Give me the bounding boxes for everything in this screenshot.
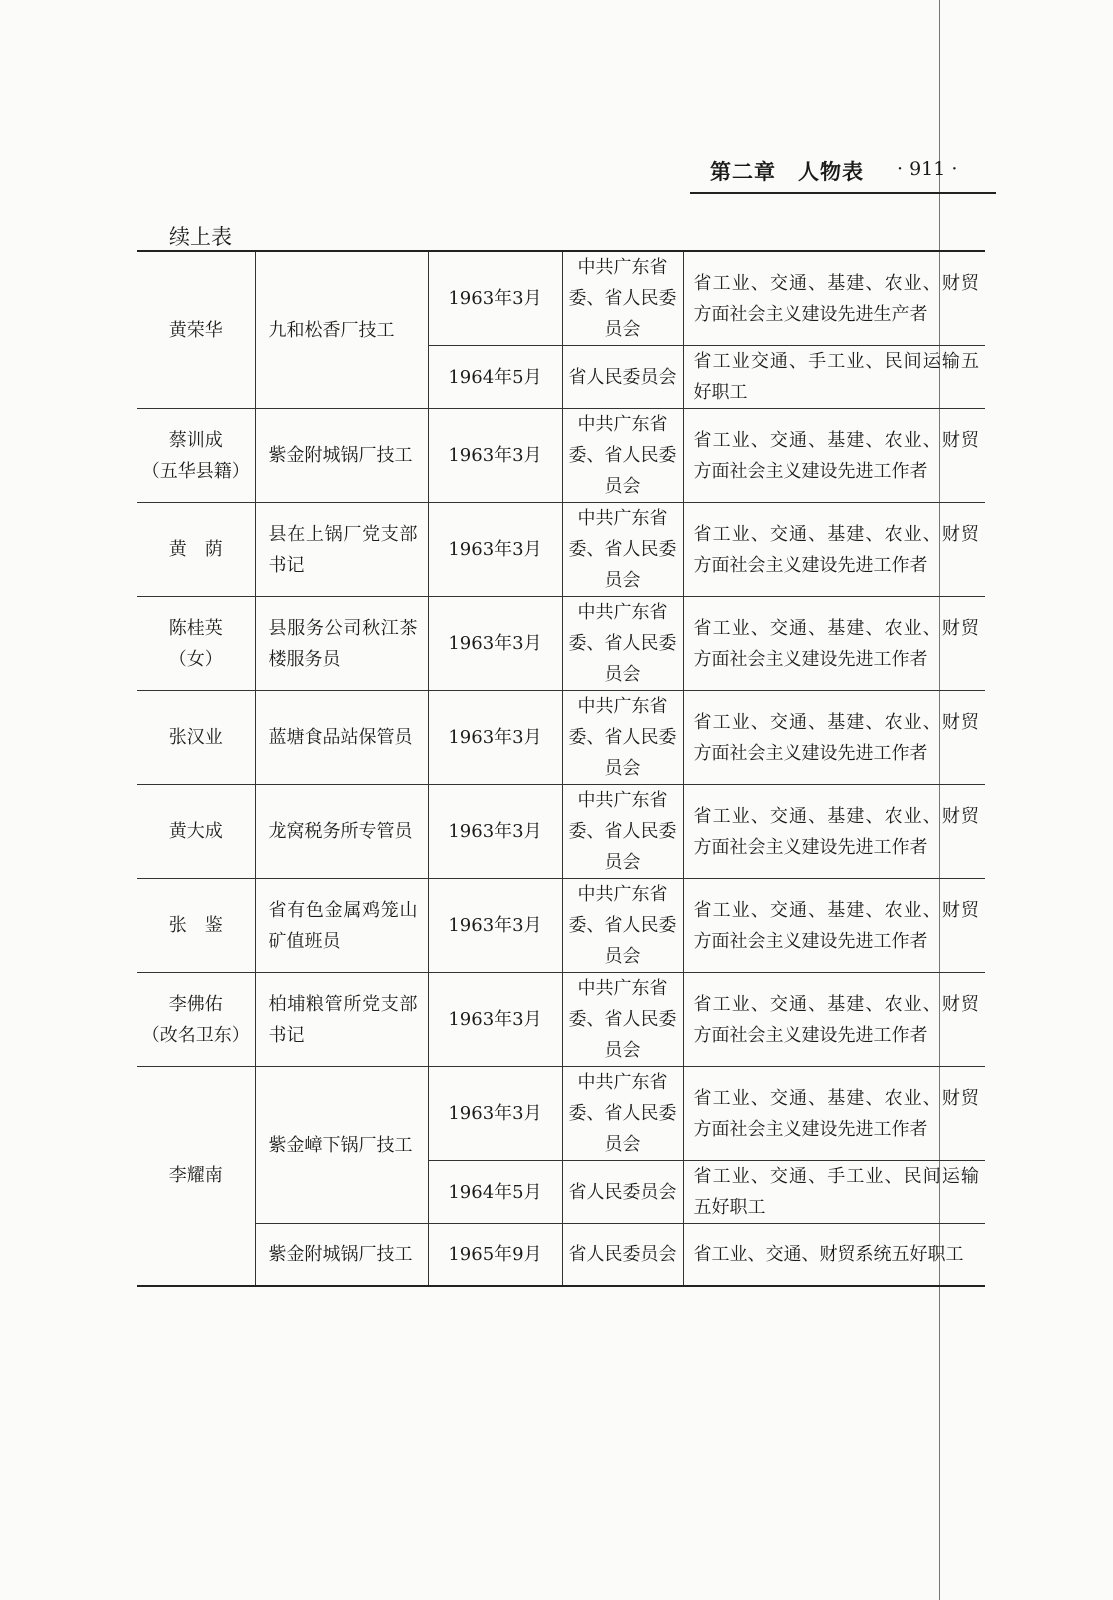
award-org-cell: 省人民委员会 [562, 1161, 683, 1224]
award-date-cell: 1963年3月 [428, 1067, 562, 1161]
award-date-cell: 1964年5月 [428, 1161, 562, 1224]
award-date-cell: 1963年3月 [428, 973, 562, 1067]
continued-label: 续上表 [169, 225, 232, 249]
person-name-cell [137, 1067, 255, 1286]
person-name: 张 鉴 [168, 915, 223, 936]
unit-cell: 蓝塘食品站保管员 [255, 691, 428, 785]
award-org-cell: 中共广东省委、省人民委员会 [562, 1067, 683, 1161]
award-title-cell: 省工业、交通、财贸系统五好职工 [683, 1224, 985, 1286]
person-name: 黄 荫 [168, 539, 223, 560]
award-org-cell: 省人民委员会 [562, 1224, 683, 1286]
person-name-cell [137, 503, 255, 597]
person-name-cell [137, 691, 255, 785]
award-org-cell: 中共广东省委、省人民委员会 [562, 785, 683, 879]
person-name: 黄荣华 [168, 319, 223, 341]
person-name-cell [137, 785, 255, 879]
person-name-note: （五华县籍） [141, 460, 250, 482]
award-title-cell: 省工业、交通、基建、农业、财贸方面社会主义建设先进工作者 [683, 879, 985, 973]
award-title-cell: 省工业、交通、手工业、民间运输五好职工 [683, 1161, 985, 1224]
award-org-cell: 省人民委员会 [562, 346, 683, 409]
award-org-cell: 中共广东省委、省人民委员会 [562, 879, 683, 973]
table-row [137, 879, 985, 973]
person-name-cell [137, 597, 255, 691]
award-date-cell: 1963年3月 [428, 597, 562, 691]
table-row [137, 251, 985, 346]
award-date-cell: 1963年3月 [428, 409, 562, 503]
award-title-cell: 省工业、交通、基建、农业、财贸方面社会主义建设先进工作者 [683, 597, 985, 691]
person-name-cell [137, 973, 255, 1067]
unit-cell: 紫金嶂下锅厂技工 [255, 1067, 428, 1224]
unit-cell: 县服务公司秋江茶楼服务员 [255, 597, 428, 691]
award-title-cell: 省工业、交通、基建、农业、财贸方面社会主义建设先进工作者 [683, 1067, 985, 1161]
unit-cell: 柏埔粮管所党支部书记 [255, 973, 428, 1067]
table-row [137, 1067, 985, 1161]
award-date-cell: 1963年3月 [428, 785, 562, 879]
award-org-cell: 中共广东省委、省人民委员会 [562, 503, 683, 597]
person-name-note: （女） [168, 648, 223, 670]
unit-cell: 紫金附城锅厂技工 [255, 1224, 428, 1286]
person-name: 李佛佑 [168, 993, 223, 1015]
award-org-cell: 中共广东省委、省人民委员会 [562, 597, 683, 691]
unit-cell: 九和松香厂技工 [255, 251, 428, 409]
table-row [137, 409, 985, 503]
award-date-cell: 1963年3月 [428, 691, 562, 785]
award-title-cell: 省工业、交通、基建、农业、财贸方面社会主义建设先进工作者 [683, 409, 985, 503]
award-title-cell: 省工业、交通、基建、农业、财贸方面社会主义建设先进工作者 [683, 785, 985, 879]
table-row [137, 1224, 985, 1286]
person-name: 李耀南 [168, 1165, 223, 1187]
table-row [137, 503, 985, 597]
award-title-cell: 省工业、交通、基建、农业、财贸方面社会主义建设先进生产者 [683, 251, 985, 346]
chapter-title: 第二章 人物表 [710, 160, 864, 184]
person-name: 陈桂英 [168, 617, 223, 639]
award-date-cell: 1963年3月 [428, 879, 562, 973]
award-title-cell: 省工业、交通、基建、农业、财贸方面社会主义建设先进工作者 [683, 503, 985, 597]
table-row [137, 973, 985, 1067]
award-title-cell: 省工业、交通、基建、农业、财贸方面社会主义建设先进工作者 [683, 691, 985, 785]
running-header [690, 148, 996, 194]
person-name: 蔡训成 [168, 429, 223, 451]
table-row [137, 691, 985, 785]
unit-cell: 省有色金属鸡笼山矿值班员 [255, 879, 428, 973]
unit-cell: 龙窝税务所专管员 [255, 785, 428, 879]
unit-cell: 县在上锅厂党支部书记 [255, 503, 428, 597]
award-title-cell: 省工业交通、手工业、民间运输五好职工 [683, 346, 985, 409]
person-name-cell [137, 409, 255, 503]
award-date-cell: 1964年5月 [428, 346, 562, 409]
honors-table [137, 250, 985, 1287]
table-row [137, 597, 985, 691]
person-name: 张汉业 [168, 727, 223, 748]
person-name-cell [137, 251, 255, 409]
person-name-cell [137, 879, 255, 973]
award-org-cell: 中共广东省委、省人民委员会 [562, 691, 683, 785]
award-org-cell: 中共广东省委、省人民委员会 [562, 409, 683, 503]
person-name-note: （改名卫东） [141, 1024, 250, 1046]
award-title-cell: 省工业、交通、基建、农业、财贸方面社会主义建设先进工作者 [683, 973, 985, 1067]
table-row [137, 785, 985, 879]
person-name: 黄大成 [168, 821, 223, 842]
honors-table-body [137, 251, 985, 1286]
unit-cell: 紫金附城锅厂技工 [255, 409, 428, 503]
award-date-cell: 1963年3月 [428, 251, 562, 346]
award-org-cell: 中共广东省委、省人民委员会 [562, 251, 683, 346]
award-date-cell: 1963年3月 [428, 503, 562, 597]
page-number: · 911 · [897, 158, 958, 180]
award-org-cell: 中共广东省委、省人民委员会 [562, 973, 683, 1067]
award-date-cell: 1965年9月 [428, 1224, 562, 1286]
